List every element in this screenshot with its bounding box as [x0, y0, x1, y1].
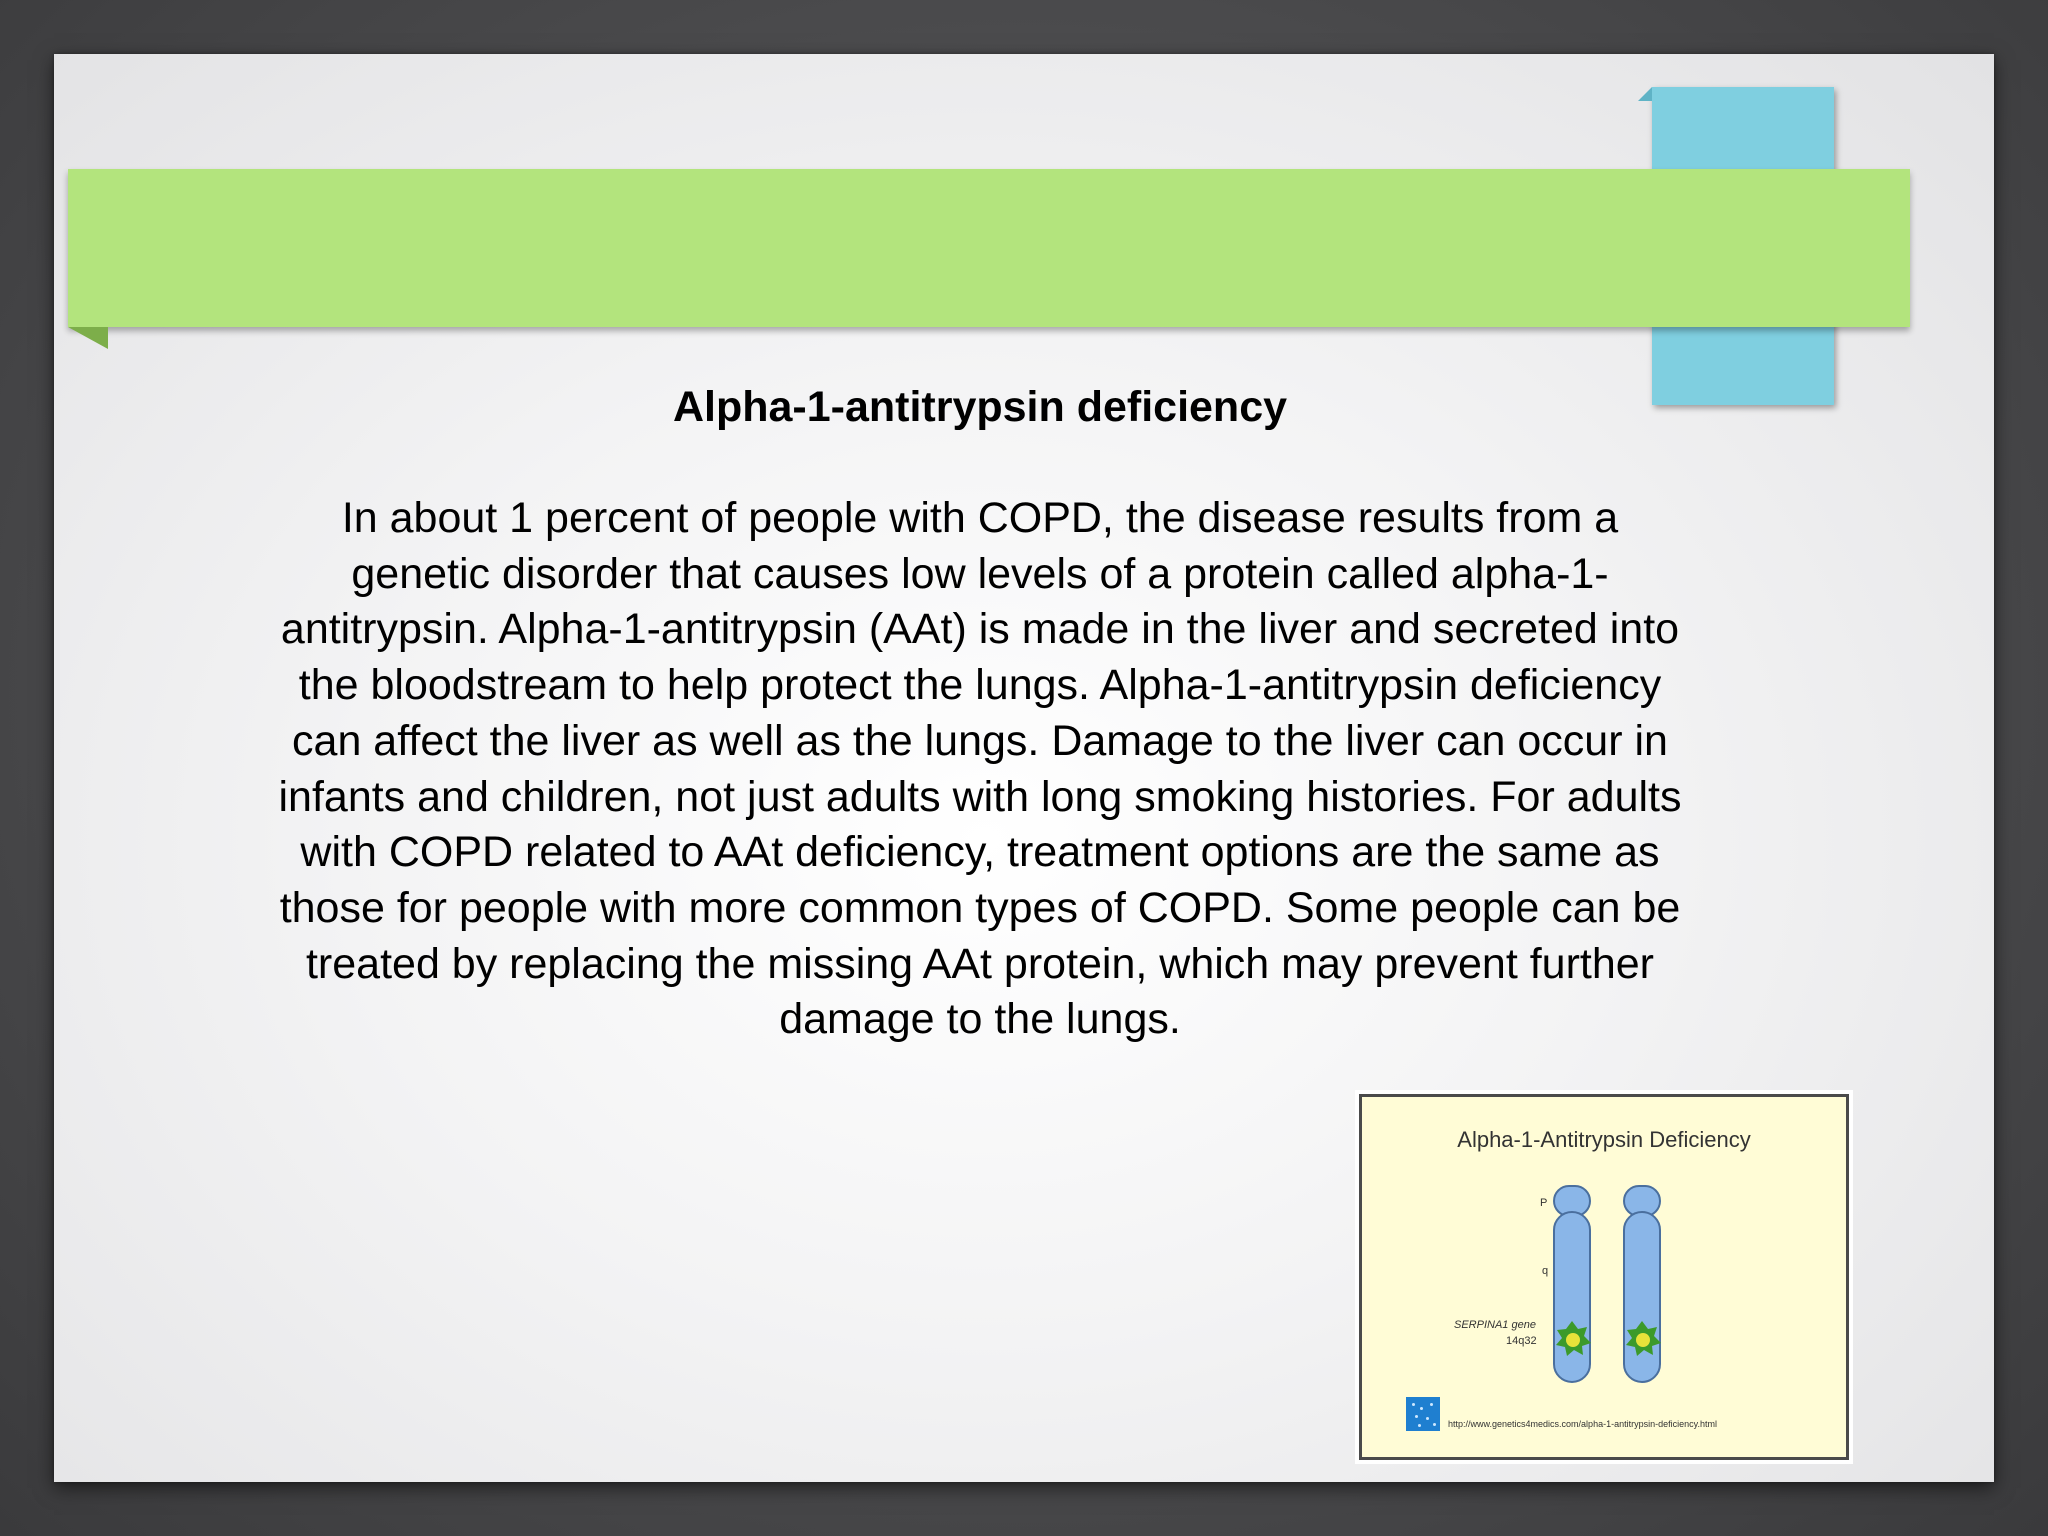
green-title-band: [68, 169, 1910, 327]
slide: [54, 54, 1994, 1482]
arm-p-label: P: [1540, 1197, 1548, 1209]
figure-title: Alpha-1-Antitrypsin Deficiency: [1457, 1127, 1751, 1152]
chromosome-figure: [1359, 1094, 1849, 1460]
slide-title: Alpha-1-antitrypsin deficiency: [672, 383, 1288, 431]
chromosome-left: [1554, 1186, 1591, 1382]
figure-source-url: http://www.genetics4medics.com/alpha-1-antitrypsin-deficiency.html: [1448, 1419, 1717, 1429]
chromosome-right: [1624, 1186, 1661, 1382]
locus-label: 14q32: [1506, 1335, 1537, 1347]
gene-label: SERPINA1 gene: [1454, 1319, 1536, 1331]
green-band-fold: [68, 327, 108, 349]
genetics-logo-icon: [1406, 1397, 1440, 1431]
slide-body-text: In about 1 percent of people with COPD, the disease results from a genetic disorder that causes low levels of a protein called alpha-1-antitrypsin. Alpha-1-antitrypsin (AAt) is made in the liver and secreted into the bloodstream to help protect the lungs. Alpha-1-antitrypsin deficiency can affect the liver as well as the lungs. Damage to the liver can occur in infants and children, not just adults with long smoking histories. For adults with COPD related to AAt deficiency, treatment options are the same as those for people with more common types of COPD. Some people can be treated by replacing the missing AAt protein, which may prevent further damage to the lungs.: [278, 494, 1682, 1044]
slide-content: [276, 379, 1684, 1048]
arm-q-label: q: [1542, 1265, 1549, 1277]
